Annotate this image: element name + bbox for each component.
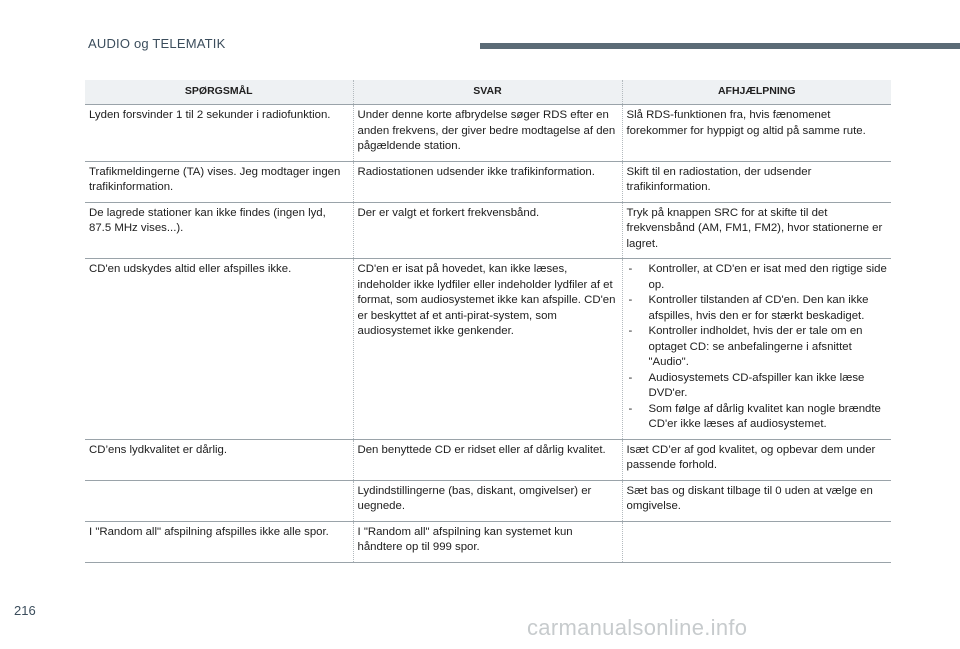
table-row bbox=[85, 259, 891, 440]
table-row bbox=[85, 480, 891, 521]
remedy-list-item: - Audiosystemets CD-afspiller kan ikke læse DVD'er. bbox=[627, 371, 888, 402]
answer-cell: Lydindstillingerne (bas, diskant, omgivelser) er uegnede. bbox=[353, 480, 622, 521]
remedy-list-item: - Kontroller tilstanden af CD'en. Den kan ikke afspilles, hvis den er for stærkt beskadiget. bbox=[627, 293, 888, 324]
table-row bbox=[85, 105, 891, 162]
answer-cell: I "Random all" afspilning kan systemet kun håndtere op til 999 spor. bbox=[353, 521, 622, 562]
remedy-cell bbox=[622, 521, 891, 562]
remedy-cell: Tryk på knappen SRC for at skifte til det frekvensbånd (AM, FM1, FM2), hvor stationerne er lagret. bbox=[622, 202, 891, 259]
question-cell: Trafikmeldingerne (TA) vises. Jeg modtager ingen trafikinformation. bbox=[85, 161, 353, 202]
watermark: carmanualsonline.info bbox=[527, 615, 748, 640]
table-row bbox=[85, 202, 891, 259]
remedy-cell: Sæt bas og diskant tilbage til 0 uden at vælge en omgivelse. bbox=[622, 480, 891, 521]
table-row bbox=[85, 161, 891, 202]
table-header-row bbox=[85, 80, 891, 105]
remedy-cell: Isæt CD’er af god kvalitet, og opbevar dem under passende forhold. bbox=[622, 439, 891, 480]
remedy-list-item: - Kontroller indholdet, hvis der er tale om en optaget CD: se anbefalingerne i afsnittet "Audio". bbox=[627, 324, 888, 371]
remedy-list-item: - Kontroller, at CD'en er isat med den rigtige side op. bbox=[627, 262, 888, 293]
question-cell: Lyden forsvinder 1 til 2 sekunder i radiofunktion. bbox=[85, 105, 353, 162]
remedy-cell: Slå RDS-funktionen fra, hvis fænomenet forekommer for hyppigt og altid på samme rute. bbox=[622, 105, 891, 162]
answer-cell: CD'en er isat på hovedet, kan ikke læses, indeholder ikke lydfiler eller indeholder lydfiler af et format, som audiosystemet ikke kan afspille. CD'en er beskyttet af et anti-pirat-system, som audiosystemet ikke genkender. bbox=[353, 259, 622, 440]
section-header-bar bbox=[480, 43, 960, 49]
page-number: 216 bbox=[14, 603, 36, 618]
remedy-list bbox=[627, 262, 888, 433]
remedy-list-item: - Som følge af dårlig kvalitet kan nogle brændte CD'er ikke læses af audiosystemet. bbox=[627, 402, 888, 433]
column-header-remedy: AFHJÆLPNING bbox=[622, 80, 891, 105]
answer-cell: Den benyttede CD er ridset eller af dårlig kvalitet. bbox=[353, 439, 622, 480]
question-cell: CD'en udskydes altid eller afspilles ikke. bbox=[85, 259, 353, 440]
question-cell: CD’ens lydkvalitet er dårlig. bbox=[85, 439, 353, 480]
column-header-answer: SVAR bbox=[353, 80, 622, 105]
answer-cell: Radiostationen udsender ikke trafikinformation. bbox=[353, 161, 622, 202]
answer-cell: Der er valgt et forkert frekvensbånd. bbox=[353, 202, 622, 259]
remedy-cell: Skift til en radiostation, der udsender trafikinformation. bbox=[622, 161, 891, 202]
section-title: AUDIO og TELEMATIK bbox=[88, 36, 226, 51]
question-cell: I "Random all" afspilning afspilles ikke alle spor. bbox=[85, 521, 353, 562]
question-cell: De lagrede stationer kan ikke findes (ingen lyd, 87.5 MHz vises...). bbox=[85, 202, 353, 259]
troubleshooting-table bbox=[85, 80, 891, 563]
question-cell bbox=[85, 480, 353, 521]
remedy-cell bbox=[622, 259, 891, 440]
table-row bbox=[85, 439, 891, 480]
table-row bbox=[85, 521, 891, 562]
column-header-question: SPØRGSMÅL bbox=[85, 80, 353, 105]
answer-cell: Under denne korte afbrydelse søger RDS efter en anden frekvens, der giver bedre modtagelse af den pågældende station. bbox=[353, 105, 622, 162]
